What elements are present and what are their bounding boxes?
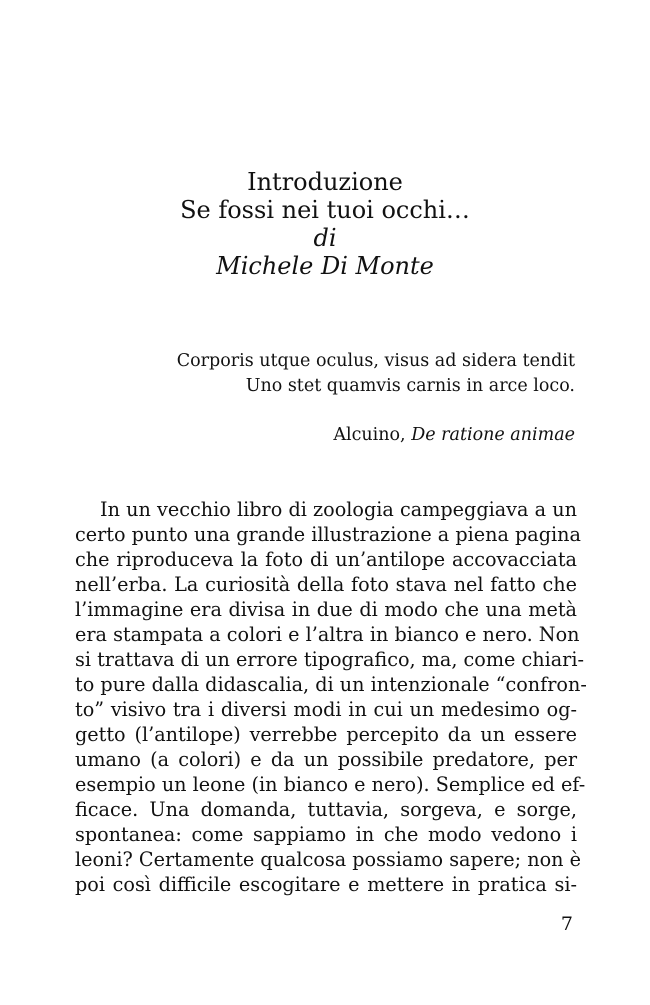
- epigraph-author: Alcuino,: [333, 425, 406, 445]
- byline-di: di: [313, 224, 337, 252]
- chapter-author: Michele Di Monte: [216, 252, 434, 280]
- body-line: to pure dalla didascalia, di un intenzionale “confron-: [75, 673, 587, 696]
- epigraph-attribution: [177, 423, 575, 448]
- body-line: era stampata a colori e l’altra in bianco e nero. Non: [75, 623, 580, 646]
- body-line: certo punto una grande illustrazione a piena pagina: [75, 523, 581, 546]
- body-line: esempio un leone (in bianco e nero). Semplice ed ef-: [75, 773, 586, 796]
- body-line: nell’erba. La curiosità della foto stava nel fatto che: [75, 573, 577, 596]
- epigraph: [177, 349, 575, 448]
- body-line: leoni? Certamente qualcosa possiamo sapere; non è: [75, 848, 581, 871]
- body-line: si trattava di un errore tipografico, ma, come chiari-: [75, 648, 584, 671]
- body-line: In un vecchio libro di zoologia campeggiava a un: [100, 498, 577, 521]
- page-number: 7: [560, 913, 573, 935]
- chapter-title: [0, 168, 650, 280]
- body-line: umano (a colori) e da un possibile predatore, per: [75, 748, 577, 771]
- epigraph-verse-1: Corporis utque oculus, visus ad sidera tendit: [176, 351, 575, 371]
- body-paragraph: [75, 497, 587, 897]
- body-line: poi così difficile escogitare e mettere in pratica si-: [75, 873, 577, 896]
- epigraph-verse-2: Uno stet quamvis carnis in arce loco.: [245, 376, 575, 396]
- chapter-heading: Introduzione: [247, 168, 403, 196]
- body-line: getto (l’antilope) verrebbe percepito da un essere: [75, 723, 577, 746]
- body-line: spontanea: come sappiamo in che modo vedono i: [75, 823, 577, 846]
- epigraph-work: De ratione animae: [411, 425, 575, 445]
- body-line: che riproduceva la foto di un’antilope accovacciata: [75, 548, 577, 571]
- body-line: ficace. Una domanda, tuttavia, sorgeva, e sorge,: [75, 798, 577, 821]
- body-line: l’immagine era divisa in due di modo che una metà: [75, 598, 577, 621]
- chapter-subtitle: Se fossi nei tuoi occhi…: [180, 196, 470, 224]
- body-line: to” visivo tra i diversi modi in cui un medesimo og-: [75, 698, 577, 721]
